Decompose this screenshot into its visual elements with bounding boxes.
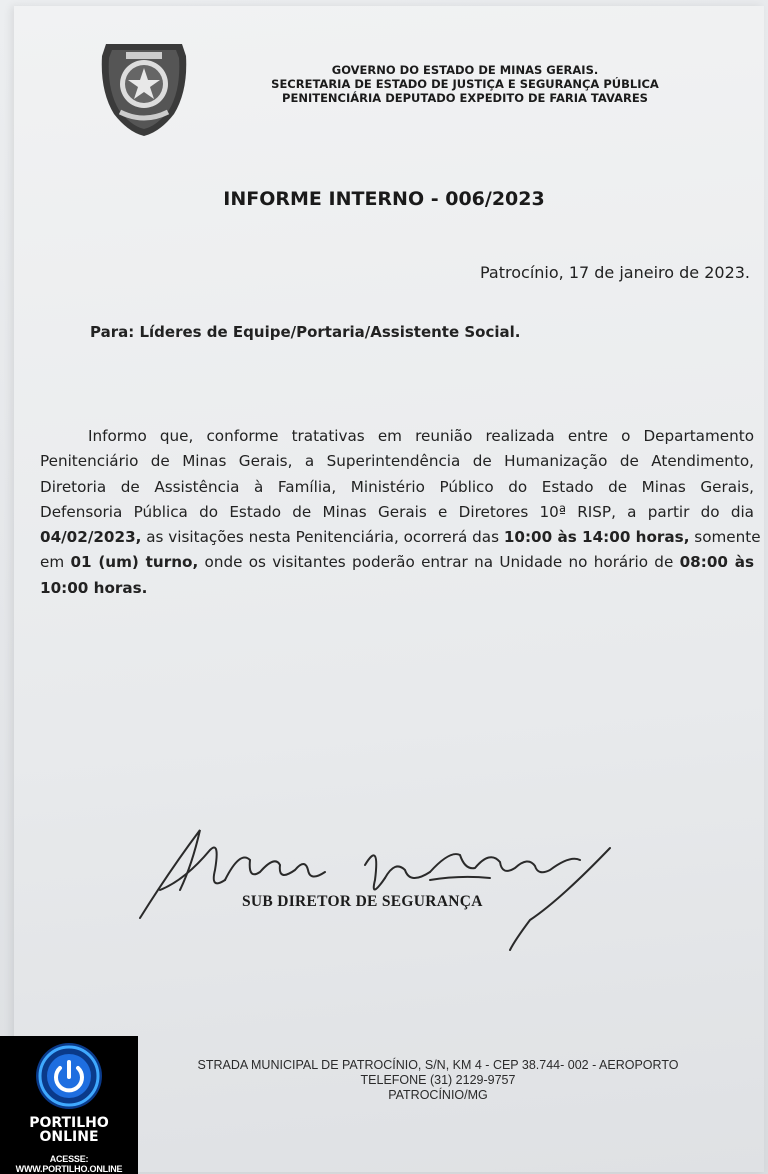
document-date: Patrocínio, 17 de janeiro de 2023. (480, 263, 751, 282)
visiting-hours: 10:00 às 14:00 horas, (503, 528, 690, 547)
watermark-brand (0, 1116, 138, 1144)
body-line-1: Informo que, conforme tratativas em reunião realizada entre o Departamento (88, 427, 754, 445)
watermark-brand-line2: ONLINE (39, 1129, 99, 1145)
footer-address-line: STRADA MUNICIPAL DE PATROCÍNIO, S/N, KM 4 - CEP 38.744- 002 - AEROPORTO (197, 1058, 679, 1072)
recipients-line: Para: Líderes de Equipe/Portaria/Assistente Social. (90, 323, 521, 341)
entry-hours-end: 10:00 horas. (40, 578, 148, 597)
power-icon (33, 1040, 105, 1112)
body-line-6-start: em (40, 553, 71, 572)
body-line-2: Penitenciário de Minas Gerais, a Superintendência de Humanização de Atendimento, (40, 452, 754, 471)
footer-phone: TELEFONE (31) 2129-9757 (360, 1073, 516, 1087)
letterhead (245, 63, 685, 105)
entry-hours-start: 08:00 às (679, 553, 755, 572)
watermark-url: ACESSE: WWW.PORTILHO.ONLINE (15, 1154, 123, 1174)
shift-count: 01 (um) turno, (70, 553, 199, 572)
body-line-6 (40, 550, 754, 575)
body-line-3: Diretoria de Assistência à Família, Ministério Público do Estado de Minas Gerais, (40, 477, 754, 496)
police-badge-emblem (96, 36, 192, 138)
body-line-5-end: somente (689, 528, 761, 547)
letterhead-secretariat: SECRETARIA DE ESTADO DE JUSTIÇA E SEGURANÇA PÚBLICA (271, 77, 659, 91)
letterhead-government: GOVERNO DO ESTADO DE MINAS GERAIS. (331, 63, 599, 77)
watermark-brand-line1: PORTILHO (29, 1115, 109, 1131)
footer-address (138, 1058, 738, 1103)
start-date: 04/02/2023, (40, 528, 142, 547)
body-line-6-text: onde os visitantes poderão entrar na Unidade no horário de (198, 553, 680, 572)
signatory-role: SUB DIRETOR DE SEGURANÇA (242, 893, 483, 910)
letterhead-penitentiary: PENITENCIÁRIA DEPUTADO EXPEDITO DE FARIA TAVARES (282, 91, 648, 105)
body-line-4: Defensoria Pública do Estado de Minas Gerais e Diretores 10ª RISP, a partir do dia (40, 502, 754, 521)
body-line-5 (40, 525, 761, 550)
body-paragraph (40, 424, 761, 601)
body-line-5-text: as visitações nesta Penitenciária, ocorrerá das (141, 528, 504, 547)
document-title: INFORME INTERNO - 006/2023 (223, 188, 545, 210)
footer-city: PATROCÍNIO/MG (388, 1088, 488, 1102)
body-line-7 (40, 576, 754, 601)
handwritten-signature (130, 810, 630, 960)
portilho-online-watermark (0, 1036, 138, 1174)
